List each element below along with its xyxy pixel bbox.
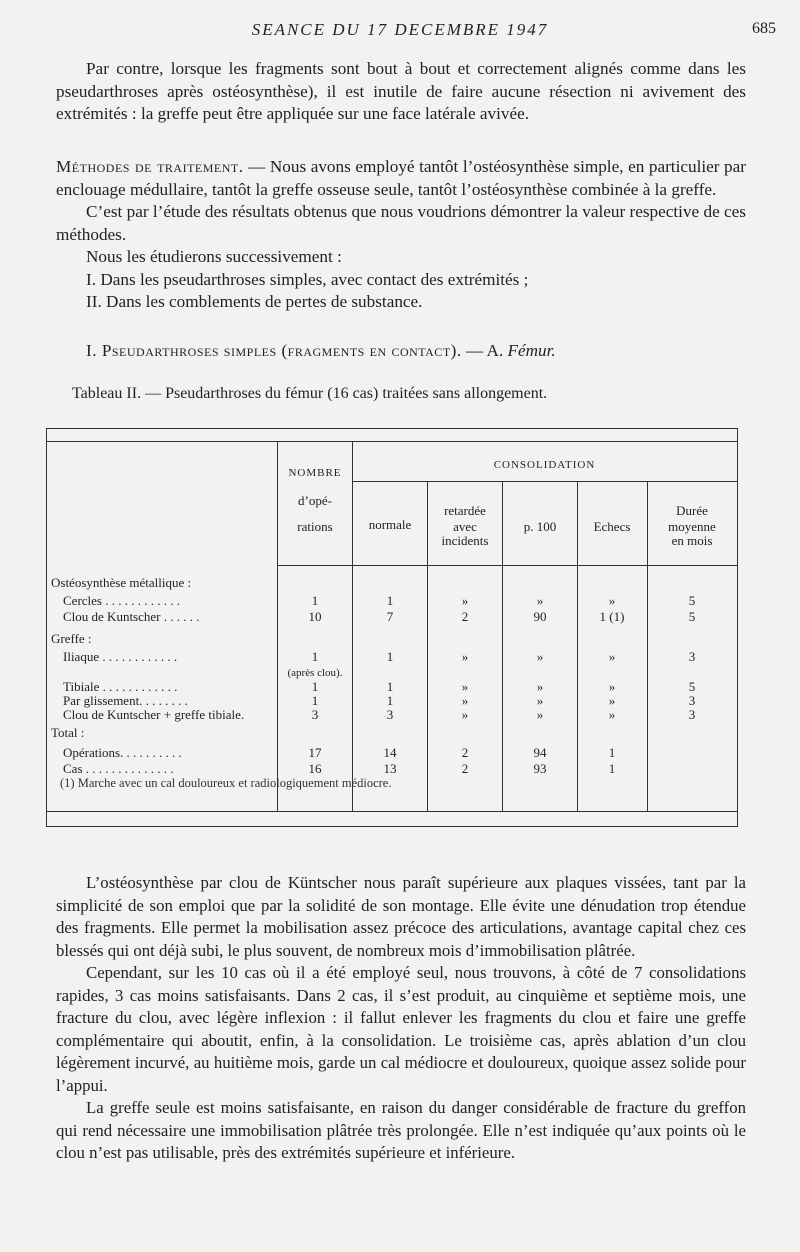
group-total: Total : bbox=[51, 725, 85, 740]
methods-block bbox=[56, 156, 746, 314]
intro-paragraph: Par contre, lorsque les fragments sont bout à bout et correctement alignés comme dans les pseudarthroses après ostéosynthèse), il est inutile de faire aucune résection ni avivement des extrémités : la greffe peut être appliquée sur une face latérale avivée. bbox=[56, 59, 746, 123]
table-cell-p100: » bbox=[536, 707, 544, 722]
page-header bbox=[0, 18, 800, 46]
table-cell-p100: 90 bbox=[533, 609, 547, 624]
col-consolidation: CONSOLIDATION bbox=[493, 459, 596, 471]
table-cell-normale: 14 bbox=[383, 745, 397, 760]
table-cell-echecs: » bbox=[608, 649, 616, 664]
table-cell-p100: » bbox=[536, 679, 544, 694]
col-normale: normale bbox=[368, 517, 412, 532]
table-cell-p100: » bbox=[536, 593, 544, 608]
table-cell-echecs: » bbox=[608, 693, 616, 708]
section-sub-italic: Fémur. bbox=[507, 341, 556, 360]
col-nombre-1: NOMBRE bbox=[288, 467, 342, 479]
col-p100: p. 100 bbox=[523, 519, 557, 534]
section-sub: — A. bbox=[461, 341, 508, 360]
col-duree-3: en mois bbox=[671, 533, 713, 548]
discussion-paragraph-3: La greffe seule est moins satisfaisante, en raison du danger considérable de fracture du greffon qui rend nécessaire une immobilisation plâtrée très prolongée. Elle n’est indiquée qu’aux points où le clou n’est pas utilisable, près des extrémités supérieure et inférieure. bbox=[56, 1098, 746, 1162]
table-cell-retardee: 2 bbox=[461, 761, 469, 776]
table-cell-retardee: 2 bbox=[461, 609, 469, 624]
table-cell-retardee: » bbox=[461, 693, 469, 708]
table-footnote: (1) Marche avec un cal douloureux et radiologiquement médiocre. bbox=[60, 776, 392, 790]
table-cell-n: 1 bbox=[311, 649, 319, 664]
table-cell-retardee: 2 bbox=[461, 745, 469, 760]
table-row-label: Par glissement. . . . . . . . bbox=[63, 693, 188, 708]
table-cell-duree: 5 bbox=[688, 593, 696, 608]
table-cell-normale: 1 bbox=[386, 593, 394, 608]
col-nombre-3: rations bbox=[297, 519, 333, 534]
section-heading bbox=[56, 340, 746, 363]
col-retardee-3: incidents bbox=[441, 533, 489, 548]
table-cell-normale: 3 bbox=[386, 707, 394, 722]
table-cell-n: 1 bbox=[311, 679, 319, 694]
table-cell-n: 17 bbox=[308, 745, 322, 760]
methods-heading: Méthodes de traitement. bbox=[56, 157, 244, 176]
discussion-paragraph-1: L’ostéosynthèse par clou de Küntscher nous paraît supérieure aux plaques vissées, tant par la simplicité de son emploi que par la solidité de son montage. Elle évite une dénudation trop étendue des fragments. Elle permet la mobilisation assez précoce des articulations, avantage capital chez ces blessés qui ont déjà subi, le plus souvent, de nombreux mois d’immobilisation plâtrée. bbox=[56, 873, 746, 960]
table-row-label: Cercles . . . . . . . . . . . . bbox=[63, 593, 180, 608]
discussion-paragraph-2: Cependant, sur les 10 cas où il a été employé seul, nous trouvons, à côté de 7 consolidations rapides, 3 cas moins satisfaisants. Dans 2 cas, il s’est produit, au cinquième et septième mois, une fracture du clou, avec légère inflexion : il fallut enlever les fragments du clou et faire une greffe complémentaire qui aboutit, enfin, à la consolidation. Le troisième cas, après ablation d’un clou légèrement incurvé, au huitième mois, garde un cal médiocre et douloureux, quoique assez solide pour l’appui. bbox=[56, 963, 746, 1095]
table-row-label: Clou de Kuntscher + greffe tibiale. bbox=[63, 707, 245, 722]
table-cell-normale: 7 bbox=[386, 609, 394, 624]
table-cell-duree: 3 bbox=[688, 693, 696, 708]
table-cell-normale: 13 bbox=[383, 761, 397, 776]
table-cell-retardee: » bbox=[461, 679, 469, 694]
group-osteo: Ostéosynthèse métallique : bbox=[51, 575, 192, 590]
table-cell-n: 1 bbox=[311, 693, 319, 708]
methods-text: — Nous avons employé tantôt l’ostéosynthèse simple, en particulier par enclouage médullaire, tantôt la greffe osseuse seule, tantôt l’ostéosynthèse combinée à la greffe. bbox=[56, 157, 746, 199]
group-greffe: Greffe : bbox=[51, 631, 92, 646]
table-cell-echecs: » bbox=[608, 593, 616, 608]
table-cell-n: 3 bbox=[311, 707, 319, 722]
table-cell-echecs: 1 bbox=[608, 745, 616, 760]
discussion-block bbox=[56, 872, 746, 1165]
page-number: 685 bbox=[752, 20, 776, 37]
table-cell-duree: 3 bbox=[688, 707, 696, 722]
table-cell-retardee: » bbox=[461, 593, 469, 608]
table-row-label: Clou de Kuntscher . . . . . . bbox=[63, 609, 200, 624]
table-cell-normale: 1 bbox=[386, 679, 394, 694]
col-duree-2: moyenne bbox=[668, 519, 716, 534]
methods-item-2: II. Dans les comblements de pertes de substance. bbox=[86, 292, 423, 311]
table-cell-n: 16 bbox=[308, 761, 322, 776]
table-row-label: Iliaque . . . . . . . . . . . . bbox=[63, 649, 178, 664]
table-row-label: Tibiale . . . . . . . . . . . . bbox=[63, 679, 178, 694]
table-cell-normale: 1 bbox=[386, 649, 394, 664]
table-cell-p100: » bbox=[536, 649, 544, 664]
table-cell-duree: 5 bbox=[688, 609, 696, 624]
table-cell-duree: 5 bbox=[688, 679, 696, 694]
table-caption: Tableau II. — Pseudarthroses du fémur (16 cas) traitées sans allongement. bbox=[72, 385, 548, 402]
col-echecs: Echecs bbox=[593, 519, 631, 534]
col-retardee-2: avec bbox=[453, 519, 477, 534]
intro-paragraph-block bbox=[56, 58, 746, 126]
table-row-label: Opérations. . . . . . . . . . bbox=[63, 745, 182, 760]
table-cell-p100: » bbox=[536, 693, 544, 708]
table-row-label: Cas . . . . . . . . . . . . . . bbox=[63, 761, 174, 776]
table-cell-p100: 94 bbox=[533, 745, 547, 760]
table-cell-retardee: » bbox=[461, 707, 469, 722]
table-cell-n: 10 bbox=[308, 609, 322, 624]
table-cell-p100: 93 bbox=[533, 761, 547, 776]
table-cell-echecs: » bbox=[608, 679, 616, 694]
table-cell-retardee: » bbox=[461, 649, 469, 664]
col-nombre-2: d’opé- bbox=[298, 493, 332, 508]
table-cell-n: 1 bbox=[311, 593, 319, 608]
col-duree-1: Durée bbox=[676, 503, 708, 518]
results-table bbox=[46, 428, 738, 827]
apres-clou-note: (après clou). bbox=[287, 667, 343, 679]
methods-item-1: I. Dans les pseudarthroses simples, avec contact des extrémités ; bbox=[86, 269, 529, 289]
section-label: I. Pseudarthroses simples (fragments en contact). bbox=[86, 341, 462, 360]
table-cell-echecs: » bbox=[608, 707, 616, 722]
running-head: SEANCE DU 17 DECEMBRE 1947 bbox=[251, 20, 549, 39]
table-cell-echecs: 1 (1) bbox=[599, 609, 625, 624]
table-cell-echecs: 1 bbox=[608, 761, 616, 776]
col-retardee-1: retardée bbox=[444, 503, 486, 518]
methods-paragraph-2: C’est par l’étude des résultats obtenus que nous voudrions démontrer la valeur respective de ces méthodes. bbox=[56, 202, 746, 244]
methods-paragraph-3: Nous les étudierons successivement : bbox=[86, 247, 342, 266]
table-cell-normale: 1 bbox=[386, 693, 394, 708]
table-cell-duree: 3 bbox=[688, 649, 696, 664]
